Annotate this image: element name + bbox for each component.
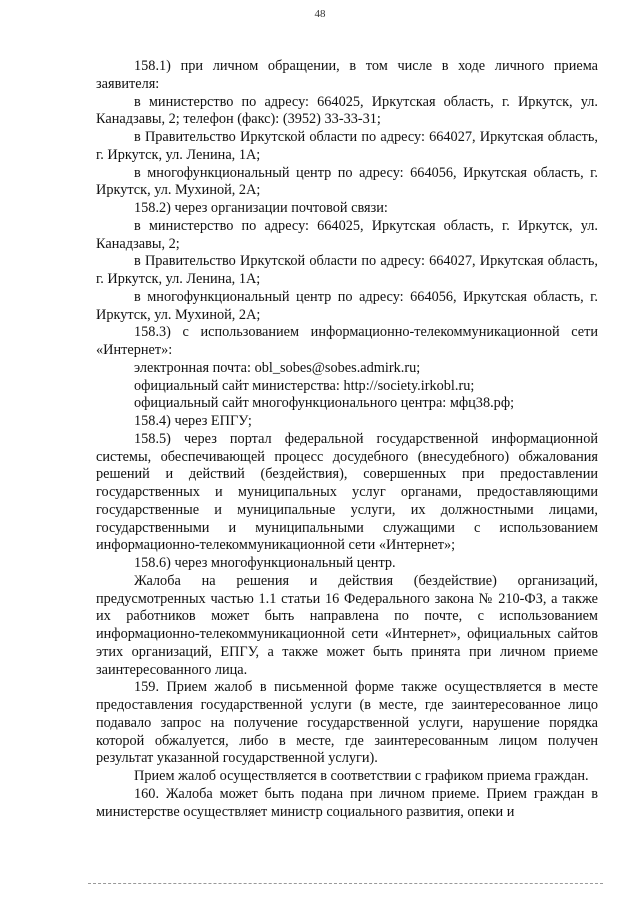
document-body <box>96 58 598 821</box>
paragraph-reception-schedule: Прием жалоб осуществляется в соответствии с графиком приема граждан. <box>134 768 589 784</box>
paragraph-160: 160. Жалоба может быть подана при личном приеме. Прием граждан в министерстве осуществляет министр социального развития, опеки и <box>96 785 598 820</box>
paragraph-158-3: 158.3) с использованием информационно-телекоммуникационной сети «Интернет»: <box>96 324 598 358</box>
paragraph-ministry-address: в министерство по адресу: 664025, Иркутская область, г. Иркутск, ул. Канадзавы, 2; телефон (факс): (3952) 33-33-31; <box>96 93 598 128</box>
paragraph-complaint-organizations: Жалоба на решения и действия (бездействие) организаций, предусмотренных частью 1.1 статьи 16 Федерального закона № 210-ФЗ, а также их работников может быть направлена по почте, с использованием информационно-телекоммуникационной сети «Интернет», официальных сайтов этих организаций, ЕПГУ, а также может быть принята при личном приеме заинтересованного лица. <box>96 572 598 678</box>
paragraph-158-1: 158.1) при личном обращении, в том числе в ходе личного приема заявителя: <box>96 58 598 92</box>
paragraph-government-postal-address: в Правительство Иркутской области по адресу: 664027, Иркутская область, г. Иркутск, ул. Ленина, 1А; <box>96 253 598 287</box>
paragraph-mfc-website: официальный сайт многофункционального центра: мфц38.рф; <box>134 395 515 412</box>
paragraph-mfc-address: в многофункциональный центр по адресу: 664056, Иркутская область, г. Иркутск, ул. Мухиной, 2А; <box>96 164 598 199</box>
bottom-rule <box>88 883 603 884</box>
paragraph-mfc-postal-address: в многофункциональный центр по адресу: 664056, Иркутская область, г. Иркутск, ул. Мухиной, 2А; <box>96 288 598 323</box>
paragraph-158-2: 158.2) через организации почтовой связи: <box>134 200 388 216</box>
page-number: 48 <box>314 8 326 20</box>
paragraph-email: электронная почта: obl_sobes@sobes.admirk.ru; <box>134 359 421 376</box>
paragraph-ministry-website: официальный сайт министерства: http://society.irkobl.ru; <box>134 377 475 394</box>
paragraph-158-4: 158.4) через ЕПГУ; <box>134 413 252 429</box>
paragraph-ministry-postal-address: в министерство по адресу: 664025, Иркутская область, г. Иркутск, ул. Канадзавы, 2; <box>96 217 598 252</box>
paragraph-159: 159. Прием жалоб в письменной форме также осуществляется в месте предоставления государственной услуги (в месте, где заинтересованное лицо подавало запрос на получение государственной услуги, нарушение порядка которой обжалуется, либо в месте, где заинтересованным лицом получен результат указанной государственной услуги). <box>96 679 598 767</box>
paragraph-government-address: в Правительство Иркутской области по адресу: 664027, Иркутская область, г. Иркутск, ул. Ленина, 1А; <box>96 129 598 163</box>
paragraph-158-6: 158.6) через многофункциональный центр. <box>134 555 396 571</box>
paragraph-158-5: 158.5) через портал федеральной государственной информационной системы, обеспечивающей процесс досудебного (внесудебного) обжалования решений и действий (бездействия), совершенных при предоставлении государственных и муниципальных услуг органами, предоставляющими государственные и муниципальные услуги, их должностными лицами, государственными и муниципальными служащими с использованием информационно-телекоммуникационной сети «Интернет»; <box>96 430 598 554</box>
